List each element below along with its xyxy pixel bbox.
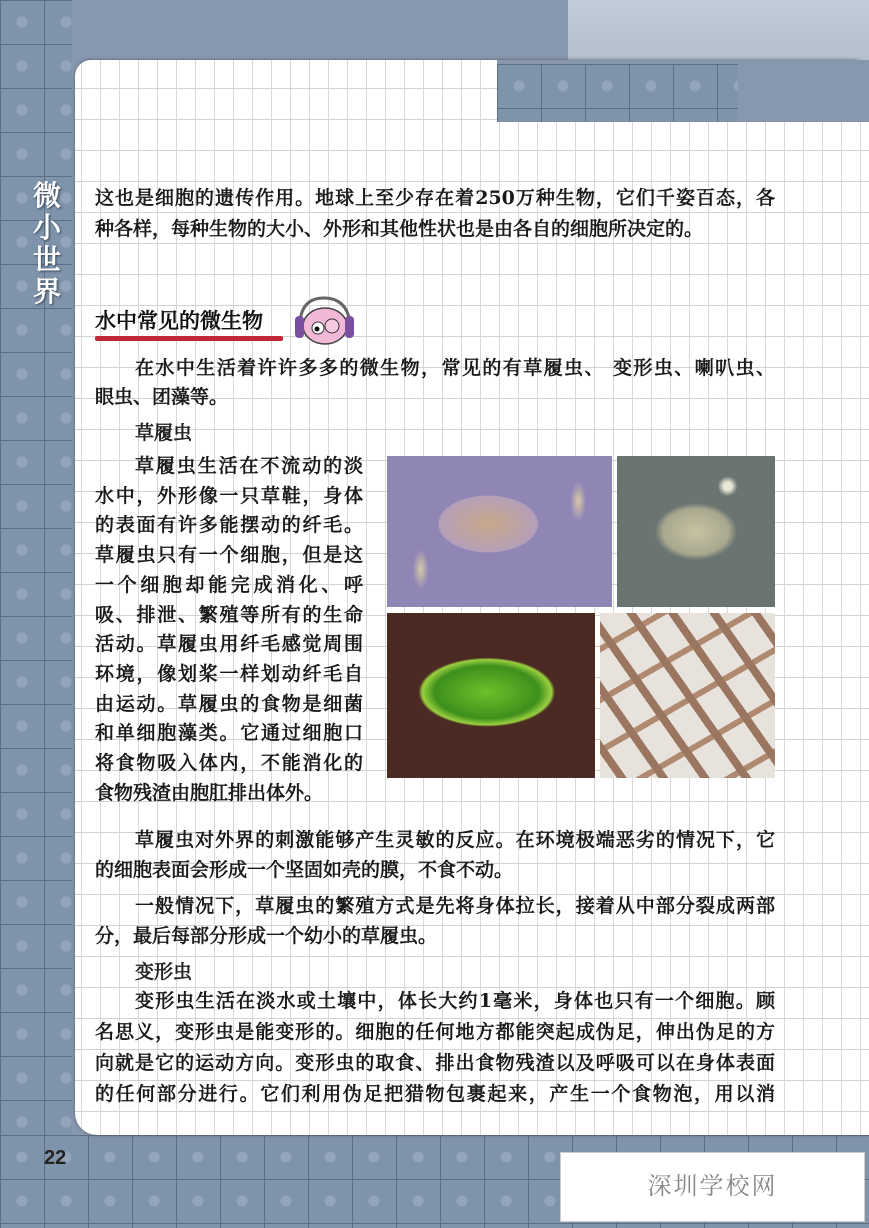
paramecium-line: 一个细胞却能完成消化、呼 [95, 573, 363, 596]
top-light-panel [568, 0, 869, 62]
amoeba-line: 变形虫生活在淡水或土壤中，体长大约1毫米，身体也只有一个细胞。顾 [135, 990, 775, 1012]
subheading-amoeba: 变形虫 [135, 961, 193, 983]
top-notch [497, 60, 869, 122]
section-intro-line: 眼虫、团藻等。 [95, 386, 229, 408]
intro-line: 种各样，每种生物的大小、外形和其他性状也是由各自的细胞所决定的。 [95, 218, 704, 240]
page-number: 22 [44, 1147, 67, 1169]
paramecium-line: 水中，外形像一只草鞋，身体 [95, 484, 363, 507]
paragraph-line: 草履虫对外界的刺激能够产生灵敏的反应。在环境极端恶劣的情况下，它 [135, 829, 775, 851]
paramecium-line: 的表面有许多能摆动的纤毛。 [95, 514, 363, 537]
amoeba-line: 向就是它的运动方向。变形虫的取食、排出食物残渣以及呼吸可以在身体表面 [95, 1052, 775, 1074]
paramecium-line: 环境，像划桨一样划动纤毛自 [95, 662, 363, 685]
section-title: 水中常见的微生物 [95, 309, 263, 333]
intro-line: 这也是细胞的遗传作用。地球上至少存在着250万种生物，它们千姿百态，各 [95, 187, 775, 209]
paramecium-illustration-photo [387, 613, 595, 778]
amoeba-line: 的任何部分进行。它们利用伪足把猎物包裹起来，产生一个食物泡，用以消 [95, 1083, 775, 1105]
paramecium-line: 吸、排泄、繁殖等所有的生命 [95, 603, 363, 626]
amoeba-line: 名思义，变形虫是能变形的。细胞的任何地方都能突起成伪足，伸出伪足的方 [95, 1021, 775, 1043]
paramecium-line: 草履虫生活在不流动的淡 [135, 455, 363, 477]
paramecium-line: 草履虫只有一个细胞，但是这 [95, 544, 363, 567]
side-chapter-label: 微小世界 [32, 179, 61, 308]
paramecium-line: 食物残渣由胞肛排出体外。 [95, 781, 324, 804]
paragraph-line: 分，最后每部分形成一个幼小的草履虫。 [95, 925, 438, 947]
paramecium-line: 由运动。草履虫的食物是细菌 [95, 692, 363, 715]
subheading-paramecium: 草履虫 [135, 422, 193, 444]
paramecium-micrograph-photo [387, 456, 612, 607]
organism-micrograph-photo [617, 456, 775, 607]
headphone-mascot-icon [292, 296, 356, 348]
section-title-underline [95, 336, 283, 341]
paramecia-group-photo [600, 613, 775, 778]
paragraph-line: 的细胞表面会形成一个坚固如壳的膜，不食不动。 [95, 859, 514, 881]
puzzle-strip [497, 64, 738, 122]
paramecium-line: 和单细胞藻类。它通过细胞口 [95, 722, 363, 745]
paragraph-line: 一般情况下，草履虫的繁殖方式是先将身体拉长，接着从中部分裂成两部 [135, 895, 775, 917]
paramecium-line: 将食物吸入体内，不能消化的 [95, 752, 363, 774]
paramecium-line: 活动。草履虫用纤毛感觉周围 [95, 633, 363, 656]
section-intro-line: 在水中生活着许许多多的微生物，常见的有草履虫、 变形虫、喇叭虫、 [135, 357, 775, 379]
watermark: 深圳学校网 [560, 1152, 865, 1222]
